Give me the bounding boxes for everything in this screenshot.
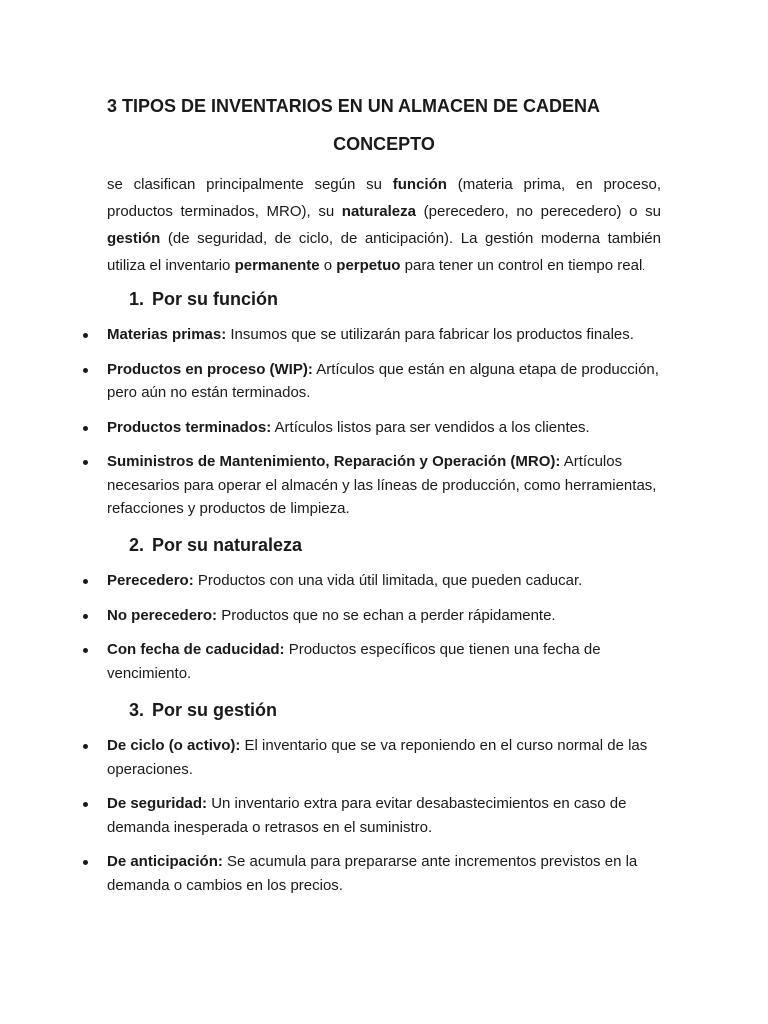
- list-item: [0, 323, 768, 347]
- intro-bold-perpetuo: perpetuo: [336, 257, 401, 274]
- item-text: Productos específicos que tienen una fecha de vencimiento.: [107, 641, 601, 682]
- bullet-icon: [83, 579, 88, 584]
- item-term: Con fecha de caducidad:: [107, 641, 285, 658]
- list-item: [0, 358, 768, 405]
- bullet-icon: [83, 614, 88, 619]
- list-funcion: [0, 323, 768, 532]
- intro-bold-permanente: permanente: [234, 257, 320, 274]
- intro-bold-funcion: función: [392, 176, 447, 193]
- intro-text: o: [319, 257, 337, 274]
- list-naturaleza: [0, 569, 768, 696]
- bullet-icon: [83, 860, 88, 865]
- list-item: [0, 450, 768, 521]
- item-text: Se acumula para prepararse ante incrementos previstos en la demanda o cambios en los precios.: [107, 853, 638, 894]
- item-text: El inventario que se va reponiendo en el curso normal de las operaciones.: [107, 737, 648, 778]
- bullet-icon: [83, 333, 88, 338]
- list-item: [0, 604, 768, 628]
- intro-text: (de seguridad, de ciclo, de anticipación). La gestión moderna también utiliza el inventario: [107, 230, 661, 274]
- item-term: De ciclo (o activo):: [107, 737, 241, 754]
- item-term: Productos en proceso (WIP):: [107, 360, 313, 378]
- section-number: 1.: [129, 289, 145, 309]
- intro-paragraph: [107, 171, 661, 281]
- item-text: Insumos que se utilizarán para fabricar los productos finales.: [226, 326, 634, 343]
- item-term: Perecedero:: [107, 572, 194, 589]
- item-term: Materias primas:: [107, 326, 227, 343]
- list-item: [0, 850, 768, 897]
- item-text: Artículos necesarios para operar el almacén y las líneas de producción, como herramientas, refacciones y productos de limpieza.: [107, 453, 657, 517]
- intro-text: se clasifican principalmente según su: [107, 176, 393, 193]
- item-term: No perecedero:: [107, 606, 218, 624]
- bullet-icon: [83, 426, 88, 431]
- intro-text: (perecedero, no perecedero) o su: [416, 203, 661, 220]
- intro-text: (materia prima, en proceso, productos terminados, MRO), su: [107, 176, 661, 220]
- section-heading-text: Por su naturaleza: [152, 535, 303, 555]
- section-number: 3.: [129, 700, 145, 720]
- bullet-icon: [83, 648, 88, 653]
- item-text: Productos con una vida útil limitada, que pueden caducar.: [193, 572, 583, 589]
- item-text: Un inventario extra para evitar desabastecimientos en caso de demanda inesperada o retrasos en el suministro.: [107, 795, 627, 836]
- intro-bold-gestion: gestión: [107, 230, 161, 247]
- item-text: Productos que no se echan a perder rápidamente.: [217, 606, 556, 624]
- list-item: [0, 638, 768, 685]
- intro-text: para tener un control en tiempo real: [400, 257, 643, 274]
- document-title: 3 TIPOS DE INVENTARIOS EN UN ALMACEN DE CADENA: [107, 96, 601, 116]
- bullet-icon: [83, 368, 88, 373]
- list-item: [0, 734, 768, 781]
- intro-tail: .: [642, 262, 646, 273]
- item-term: Productos terminados:: [107, 418, 272, 436]
- section-number: 2.: [129, 535, 145, 555]
- bullet-icon: [83, 802, 88, 807]
- item-term: Suministros de Mantenimiento, Reparación y Operación (MRO):: [107, 453, 561, 470]
- item-text: Artículos que están en alguna etapa de producción, pero aún no están terminados.: [107, 360, 659, 401]
- list-item: [0, 792, 768, 839]
- section-title-concepto: CONCEPTO: [333, 134, 435, 154]
- intro-bold-naturaleza: naturaleza: [341, 203, 416, 220]
- section-heading-text: Por su gestión: [152, 700, 278, 720]
- list-gestion: [0, 734, 768, 908]
- bullet-icon: [83, 460, 88, 465]
- section-heading-text: Por su función: [152, 289, 278, 309]
- list-item: [0, 569, 768, 593]
- item-term: De seguridad:: [107, 795, 208, 812]
- item-text: Artículos listos para ser vendidos a los clientes.: [271, 418, 590, 436]
- item-term: De anticipación:: [107, 853, 223, 870]
- section-heading-gestion: [129, 700, 277, 721]
- section-heading-naturaleza: [129, 535, 302, 556]
- bullet-icon: [83, 744, 88, 749]
- list-item: [0, 416, 768, 440]
- section-heading-funcion: [129, 289, 278, 310]
